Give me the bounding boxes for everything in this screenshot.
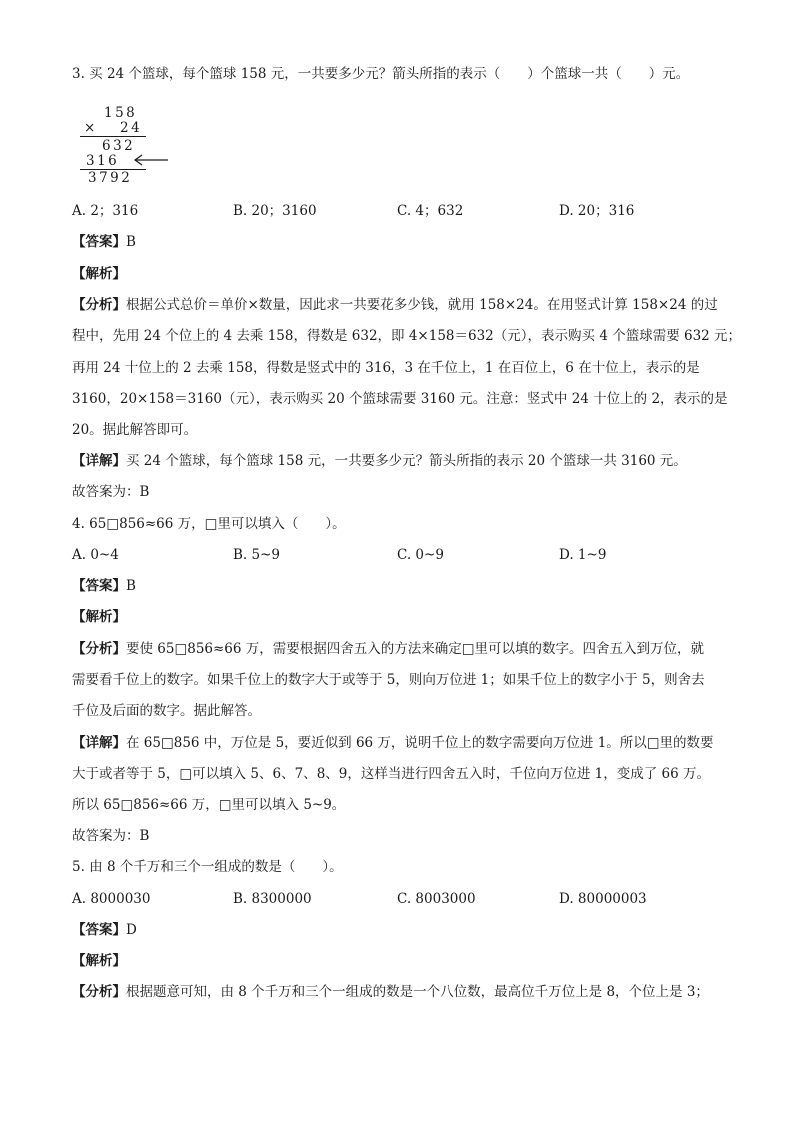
answer-value: B	[126, 578, 136, 594]
q4-analysis-line	[72, 639, 704, 659]
q4-answer	[72, 576, 136, 596]
analysis-text: 要使 65□856≈66 万，需要根据四舍五入的方法来确定□里可以填的数字。四舍五入到万位，就	[126, 641, 705, 657]
q5-answer	[72, 920, 137, 940]
calc-row-multiplier: 24	[120, 120, 143, 136]
q5-option-a: A. 8000030	[72, 891, 151, 907]
q4-stem: 4. 65□856≈66 万，□里可以填入（ ）。	[72, 516, 346, 532]
q5-analysis-title: 【解析】	[72, 953, 126, 969]
q3-analysis-line: 3160，20×158＝3160（元），表示购买 20 个篮球需要 3160 元。注意：竖式中 24 十位上的 2，表示的是	[72, 391, 728, 407]
vertical-multiplication	[78, 101, 188, 187]
analysis-text: 根据公式总价＝单价×数量，因此求一共要花多少钱，就用 158×24。在用竖式计算 158×24 的过	[126, 297, 718, 313]
q4-option-a: A. 0~4	[72, 547, 119, 563]
calc-row-partial-2: 316	[86, 153, 120, 169]
answer-tag: 【答案】	[72, 234, 126, 250]
q3-option-a: A. 2；316	[72, 203, 139, 219]
analysis-tag: 【分析】	[72, 984, 126, 1000]
q3-analysis-line: 程中，先用 24 个位上的 4 去乘 158，得数是 632，即 4×158＝632（元），表示购买 4 个篮球需要 632 元；	[72, 328, 742, 344]
detail-text: 买 24 个篮球，每个篮球 158 元，一共要多少元？箭头所指的表示 20 个篮球一共 3160 元。	[126, 453, 687, 469]
detail-tag: 【详解】	[72, 453, 126, 469]
q5-option-d: D. 80000003	[559, 891, 647, 907]
q4-detail-line: 大于或者等于 5，□可以填入 5、6、7、8、9，这样当进行四舍五入时，千位向万位进 1，变成了 66 万。	[72, 766, 711, 782]
calc-times-sign: ×	[84, 120, 98, 136]
q3-stem: 3. 买 24 个篮球，每个篮球 158 元，一共要多少元？箭头所指的表示（ ）个篮球一共（ ）元。	[72, 66, 690, 82]
detail-text: 在 65□856 中，万位是 5，要近似到 66 万，说明千位上的数字需要向万位进 1。所以□里的数要	[126, 735, 714, 751]
q3-option-b: B. 20；3160	[233, 203, 317, 219]
q3-detail	[72, 451, 687, 471]
q5-analysis-line	[72, 982, 709, 1002]
answer-tag: 【答案】	[72, 922, 126, 938]
q3-analysis-line	[72, 295, 718, 315]
arrow-left-icon	[132, 154, 170, 166]
q3-option-d: D. 20；316	[559, 203, 635, 219]
q3-answer	[72, 232, 136, 252]
q4-detail	[72, 733, 714, 753]
q5-option-c: C. 8003000	[397, 891, 476, 907]
q4-detail-line: 所以 65□856≈66 万，□里可以填入 5~9。	[72, 797, 346, 813]
q4-analysis-title: 【解析】	[72, 609, 126, 625]
q3-final-answer: 故答案为：B	[72, 484, 150, 500]
calc-rule-1	[80, 136, 146, 137]
q4-analysis-line: 需要看千位上的数字。如果千位上的数字大于或等于 5，则向万位进 1；如果千位上的数字小于 5，则舍去	[72, 672, 705, 688]
detail-tag: 【详解】	[72, 735, 126, 751]
q4-analysis-line: 千位及后面的数字。据此解答。	[72, 703, 261, 719]
analysis-tag: 【分析】	[72, 641, 126, 657]
calc-row-multiplicand: 158	[104, 105, 138, 121]
q4-option-d: D. 1~9	[559, 547, 607, 563]
q4-final-answer: 故答案为：B	[72, 828, 150, 844]
q4-option-c: C. 0~9	[397, 547, 444, 563]
answer-value: B	[126, 234, 136, 250]
answer-value: D	[126, 922, 137, 938]
q5-option-b: B. 8300000	[233, 891, 312, 907]
calc-row-partial-1: 632	[102, 138, 136, 154]
q5-stem: 5. 由 8 个千万和三个一组成的数是（ ）。	[72, 859, 343, 875]
q3-analysis-title: 【解析】	[72, 266, 126, 282]
q3-analysis-line: 20。据此解答即可。	[72, 422, 198, 438]
calc-row-product: 3792	[88, 170, 133, 186]
q3-analysis-line: 再用 24 十位上的 2 去乘 158，得数是竖式中的 316，3 在千位上，1 在百位上，6 在十位上，表示的是	[72, 360, 700, 376]
q3-option-c: C. 4；632	[397, 203, 464, 219]
answer-tag: 【答案】	[72, 578, 126, 594]
q4-option-b: B. 5~9	[233, 547, 280, 563]
analysis-text: 根据题意可知，由 8 个千万和三个一组成的数是一个八位数，最高位千万位上是 8，个位上是 3；	[126, 984, 709, 1000]
analysis-tag: 【分析】	[72, 297, 126, 313]
